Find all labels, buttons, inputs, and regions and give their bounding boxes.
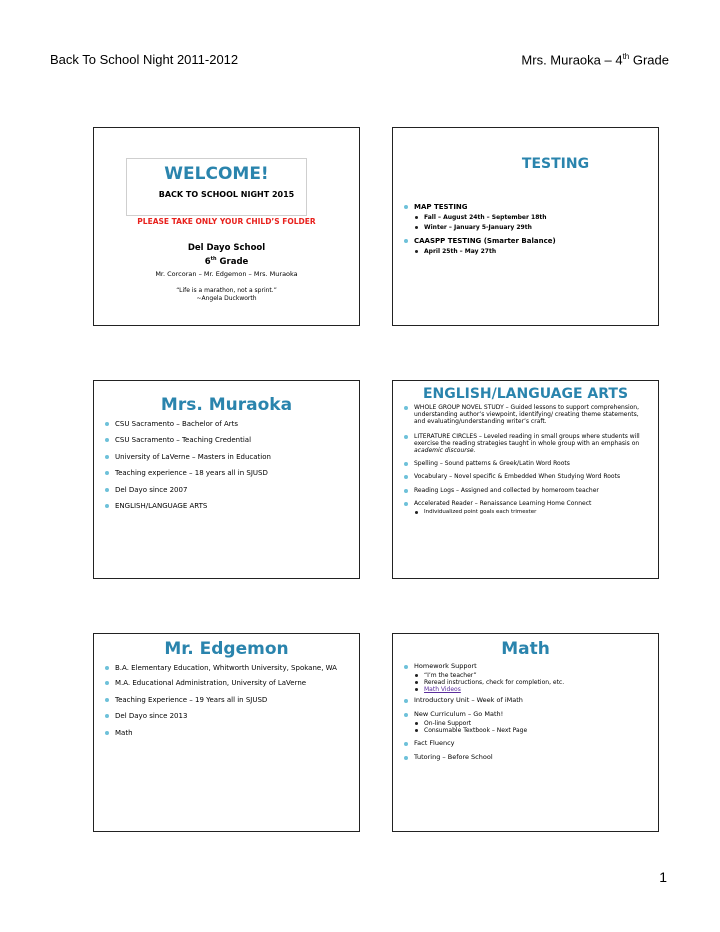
math-list [403,663,650,762]
map-testing: MAP TESTING [414,203,468,211]
slide-mr-edgemon [93,633,360,832]
slide-welcome [93,127,360,326]
list-item: Del Dayo since 2007 [104,486,351,494]
list-item: University of LaVerne – Masters in Education [104,453,351,461]
list-item: April 25th – May 27th [414,248,650,255]
list-item: WHOLE GROUP NOVEL STUDY – Guided lessons to support comprehension, understanding author’s viewpoint, identifying/ creating theme statements, and evaluating/understanding writer’s craft. [403,404,650,426]
sub-list [414,720,650,734]
list-item [403,711,650,734]
caaspp-testing: CAASPP TESTING (Smarter Balance) [414,236,556,245]
list-item: Math [104,729,351,737]
list-item: On-line Support [414,720,650,727]
list-item [403,203,650,231]
grade-sup: th [210,256,217,262]
math-title: Math [501,639,550,659]
list-item [403,663,650,693]
list-item: Spelling – Sound patterns & Greek/Latin Word Roots [403,460,650,467]
quote-author: ~Angela Duckworth [196,295,257,302]
slide-testing [392,127,659,326]
welcome-subtitle: BACK TO SCHOOL NIGHT 2015 [158,190,295,199]
list-item: “I’m the teacher” [414,672,650,679]
homework-support: Homework Support [414,662,477,670]
teachers-line: Mr. Corcoran – Mr. Edgemon – Mrs. Muraoka [155,270,298,278]
testing-title: TESTING [521,156,590,172]
page-header [50,52,669,67]
math-videos-link[interactable]: Math Videos [424,686,461,694]
slide-mrs-muraoka [93,380,360,579]
page-number: 1 [659,869,667,885]
sub-list [414,509,650,516]
list-item: CSU Sacramento – Teaching Credential [104,436,351,444]
school-name: Del Dayo School [187,243,266,253]
header-right-suffix: Grade [629,52,669,68]
list-item: M.A. Educational Administration, University of LaVerne [104,679,351,687]
slide-math [392,633,659,832]
list-item: Fact Fluency [403,740,650,748]
list-item: Winter – January 5-January 29th [414,224,650,231]
sub-list [414,248,650,255]
accelerated-reader: Accelerated Reader – Renaissance Learning Home Connect [414,499,592,507]
muraoka-list [104,420,351,516]
slide-ela [392,380,659,579]
list-item: Tutoring – Before School [403,754,650,762]
list-item: CSU Sacramento – Bachelor of Arts [104,420,351,428]
ela-list [403,404,650,515]
list-item [403,433,650,455]
lit-circles-emphasis: academic discourse. [414,446,476,454]
edgemon-list [104,664,351,737]
grade-suffix: Grade [216,256,249,267]
grade-number: 6 [204,256,211,267]
ela-title: ENGLISH/LANGUAGE ARTS [422,386,629,402]
quote: “Life is a marathon, not a sprint.” [176,287,277,294]
list-item: Fall – August 24th – September 18th [414,214,650,221]
testing-list [403,203,650,255]
sub-list [414,672,650,694]
list-item: Reread instructions, check for completion, etc. [414,679,650,686]
list-item: Del Dayo since 2013 [104,712,351,720]
list-item: Teaching Experience – 19 Years all in SJUSD [104,696,351,704]
lit-circles-text: LITERATURE CIRCLES – Leveled reading in small groups where students will exercise the reading strategies taught in whole group with an emphasis on [414,432,640,447]
header-right-sup: th [622,52,630,61]
list-item [414,686,650,693]
list-item [403,500,650,516]
muraoka-title: Mrs. Muraoka [160,395,293,415]
header-right [521,52,669,67]
list-item: Reading Logs – Assigned and collected by homeroom teacher [403,487,650,494]
list-item: Introductory Unit – Week of iMath [403,697,650,705]
list-item: Individualized point goals each trimester [414,509,650,516]
list-item: ENGLISH/LANGUAGE ARTS [104,502,351,510]
header-left: Back To School Night 2011-2012 [50,52,239,67]
list-item: Teaching experience – 18 years all in SJUSD [104,469,351,477]
list-item [403,237,650,256]
welcome-notice: PLEASE TAKE ONLY YOUR CHILD’S FOLDER [137,217,316,226]
list-item: Vocabulary – Novel specific & Embedded When Studying Word Roots [403,473,650,480]
new-curriculum: New Curriculum – Go Math! [414,710,504,719]
list-item: B.A. Elementary Education, Whitworth University, Spokane, WA [104,664,351,672]
grade-label [94,256,359,267]
sub-list [414,214,650,230]
edgemon-title: Mr. Edgemon [164,639,289,659]
welcome-title: WELCOME! [164,164,269,184]
header-right-prefix: Mrs. Muraoka – 4 [521,52,623,68]
list-item: Consumable Textbook – Next Page [414,727,650,734]
